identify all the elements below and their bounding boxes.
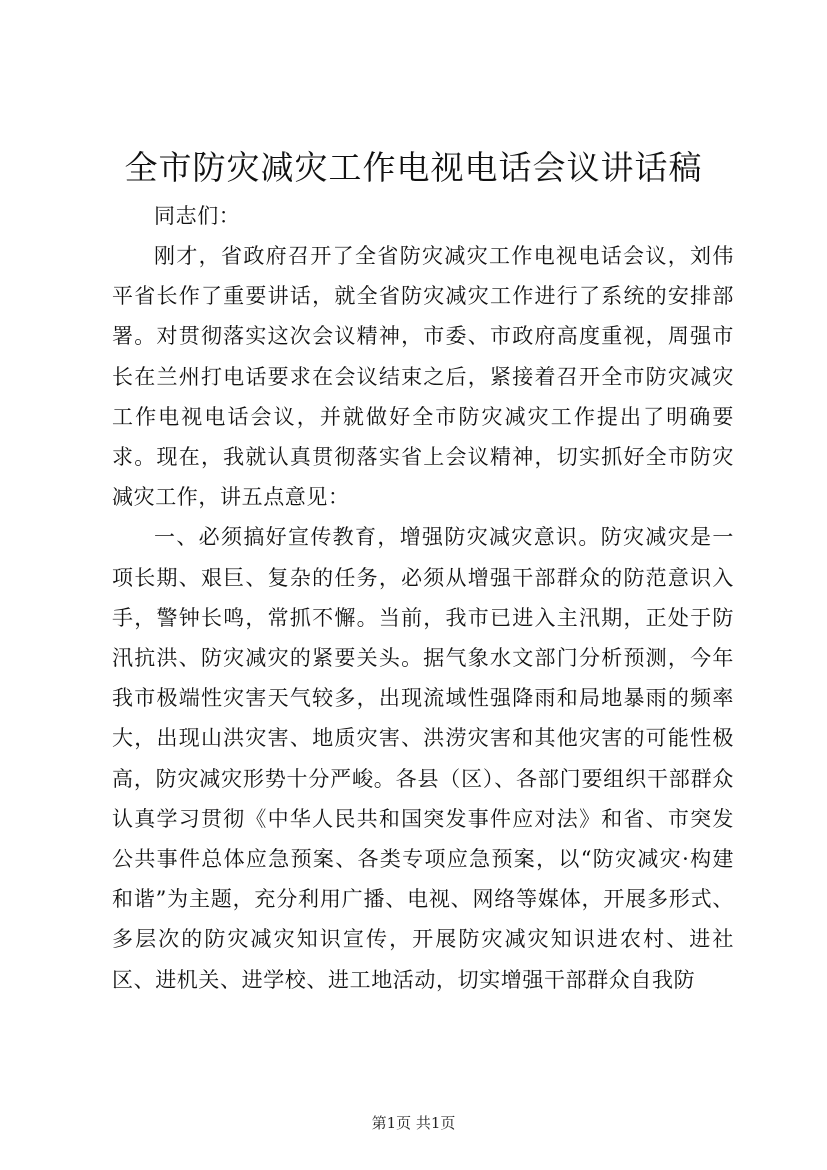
page-footer: 第1页 共1页 xyxy=(371,1114,456,1132)
salutation: 同志们： xyxy=(154,204,241,228)
document-body xyxy=(112,236,734,1000)
paragraph-2: 一、必须搞好宣传教育，增强防灾减灾意识。防灾减灾是一项长期、艰巨、复杂的任务，必须从增强干部群众的防范意识入手，警钟长鸣，常抓不懈。当前，我市已进入主汛期，正处于防汛抗洪、防灾减灾的紧要关头。据气象水文部门分析预测，今年我市极端性灾害天气较多，出现流域性强降雨和局地暴雨的频率大，出现山洪灾害、地质灾害、洪涝灾害和其他灾害的可能性极高，防灾减灾形势十分严峻。各县（区）、各部门要组织干部群众认真学习贯彻《中华人民共和国突发事件应对法》和省、市突发公共事件总体应急预案、各类专项应急预案，以“防灾减灾·构建和谐”为主题，充分利用广播、电视、网络等媒体，开展多形式、多层次的防灾减灾知识宣传，开展防灾减灾知识进农村、进社区、进机关、进学校、进工地活动，切实增强干部群众自我防 xyxy=(112,525,734,992)
document-title: 全市防灾减灾工作电视电话会议讲话稿 xyxy=(124,148,703,187)
paragraph-1: 刚才，省政府召开了全省防灾减灾工作电视电话会议，刘伟平省长作了重要讲话，就全省防灾减灾工作进行了系统的安排部署。对贯彻落实这次会议精神，市委、市政府高度重视，周强市长在兰州打电话要求在会议结束之后，紧接着召开全市防灾减灾工作电视电话会议，并就做好全市防灾减灾工作提出了明确要求。现在，我就认真贯彻落实省上会议精神，切实抓好全市防灾减灾工作，讲五点意见： xyxy=(112,244,734,510)
